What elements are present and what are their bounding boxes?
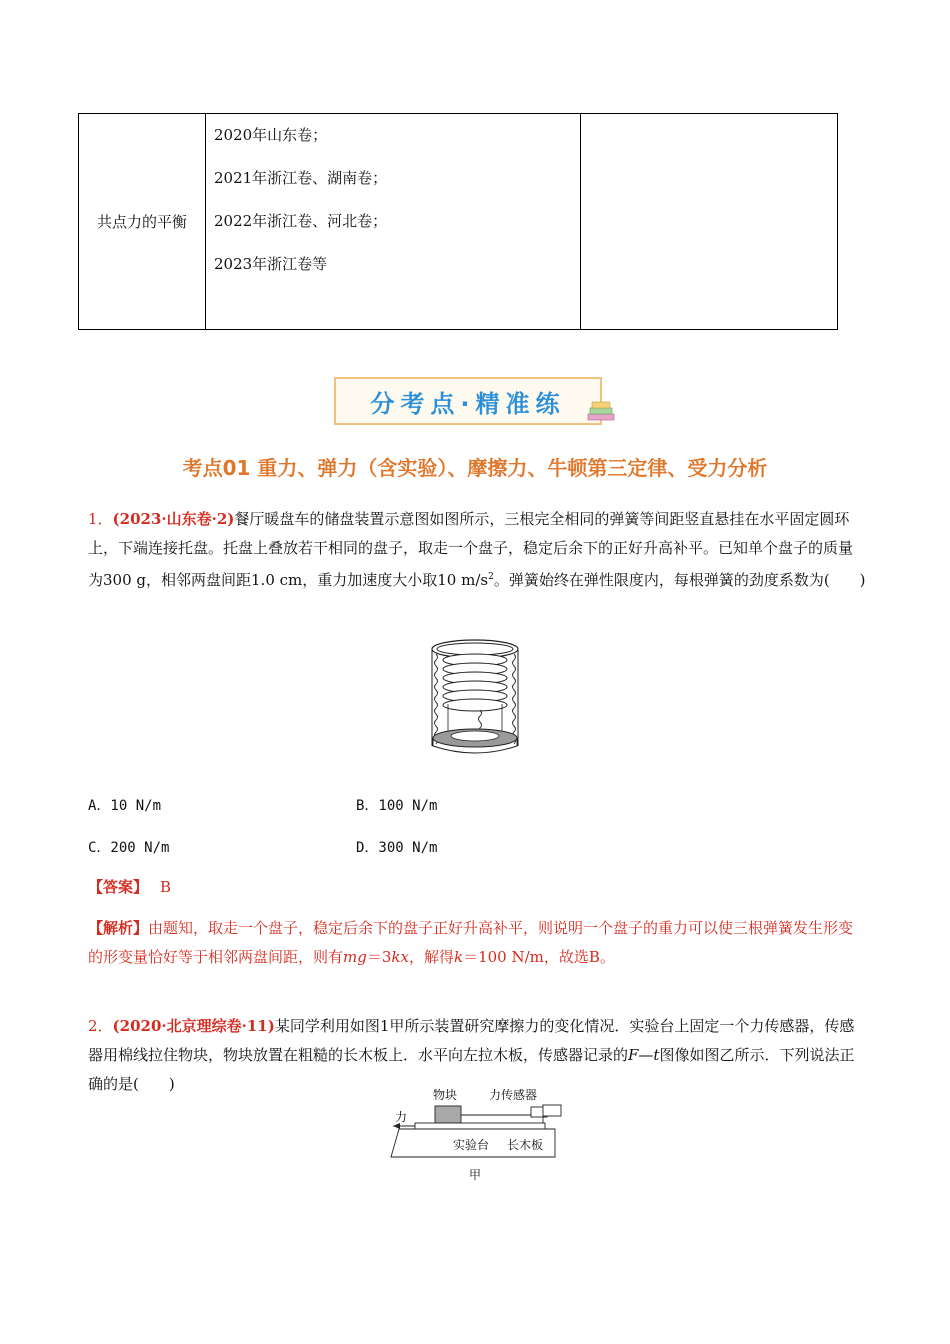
question-text: 。弹簧始终在弹性限度内，每根弹簧的劲度系数为( )	[493, 571, 866, 589]
year-line: 2023年浙江卷等	[214, 255, 328, 273]
question-source: (2023·山东卷·2)	[112, 510, 235, 528]
years-cell	[206, 114, 581, 330]
topic-cell: 共点力的平衡	[79, 114, 206, 330]
analysis-text: 由题知，取走一个盘子，稳定后余下的盘子正好升高补平，则说明一个盘子的重力可以使三根弹簧发生形变的形变量恰好等于相邻两盘间距，则有	[88, 919, 854, 966]
books-icon	[586, 400, 618, 424]
bench-label: 实验台	[453, 1138, 490, 1152]
question-1	[88, 505, 866, 595]
option-b: B．100 N/m	[356, 798, 438, 814]
analysis	[88, 914, 866, 972]
question-number: 2．	[88, 1017, 113, 1035]
option-c: C．200 N/m	[88, 840, 170, 856]
block-label: 物块	[433, 1088, 458, 1102]
force-label: 力	[395, 1110, 408, 1124]
analysis-text: ＝100 N/m，故选B。	[463, 948, 615, 966]
plate-warmer-figure	[420, 634, 530, 762]
analysis-text: ，解得	[408, 948, 454, 966]
question-number: 1．	[88, 510, 113, 528]
question-text: 图像如图乙所示．下列说法正确的是( )	[88, 1046, 855, 1093]
year-line: 2020年山东卷；	[214, 126, 328, 144]
ft-label: F—t	[628, 1046, 660, 1064]
section-title: 考点01 重力、弹力（含实验）、摩擦力、牛顿第三定律、受力分析	[182, 456, 768, 480]
superscript: 2	[488, 572, 494, 582]
empty-cell	[581, 114, 838, 330]
friction-apparatus-figure	[385, 1085, 575, 1185]
analysis-label: 【解析】	[88, 919, 149, 937]
answer-line	[88, 873, 866, 902]
year-line: 2021年浙江卷、湖南卷；	[214, 169, 388, 187]
figure-caption: 甲	[469, 1168, 482, 1182]
equation-term: mg	[343, 948, 367, 966]
equation-term: k	[453, 948, 464, 966]
summary-table	[78, 113, 838, 330]
question-text: 某同学利用如图1甲所示装置研究摩擦力的变化情况．实验台上固定一个力传感器，传感器用棉线拉住物块，物块放置在粗糙的长木板上．水平向左拉木板，传感器记录的	[88, 1017, 855, 1064]
answer-label: 【答案】	[88, 878, 149, 896]
question-text: 餐厅暖盘车的储盘装置示意图如图所示，三根完全相同的弹簧等间距竖直悬挂在水平固定圆环上，下端连接托盘。托盘上叠放若干相同的盘子，取走一个盘子，稳定后余下的正好升高补平。已知单个盘子的质量为300 g，相邻两盘间距1.0 cm，重力加速度大小取10 m/s	[88, 510, 854, 589]
equation-term: kx	[391, 948, 409, 966]
option-d: D．300 N/m	[356, 840, 438, 856]
option-a: A．10 N/m	[88, 798, 162, 814]
sensor-label: 力传感器	[489, 1088, 538, 1102]
question-source: (2020·北京理综卷·11)	[112, 1017, 275, 1035]
answer-value: B	[160, 878, 172, 896]
section-banner	[334, 377, 602, 425]
board-label: 长木板	[507, 1138, 544, 1152]
banner-text: 分考点·精准练	[370, 389, 566, 418]
equation-term: ＝3	[366, 948, 392, 966]
year-line: 2022年浙江卷、河北卷；	[214, 212, 388, 230]
